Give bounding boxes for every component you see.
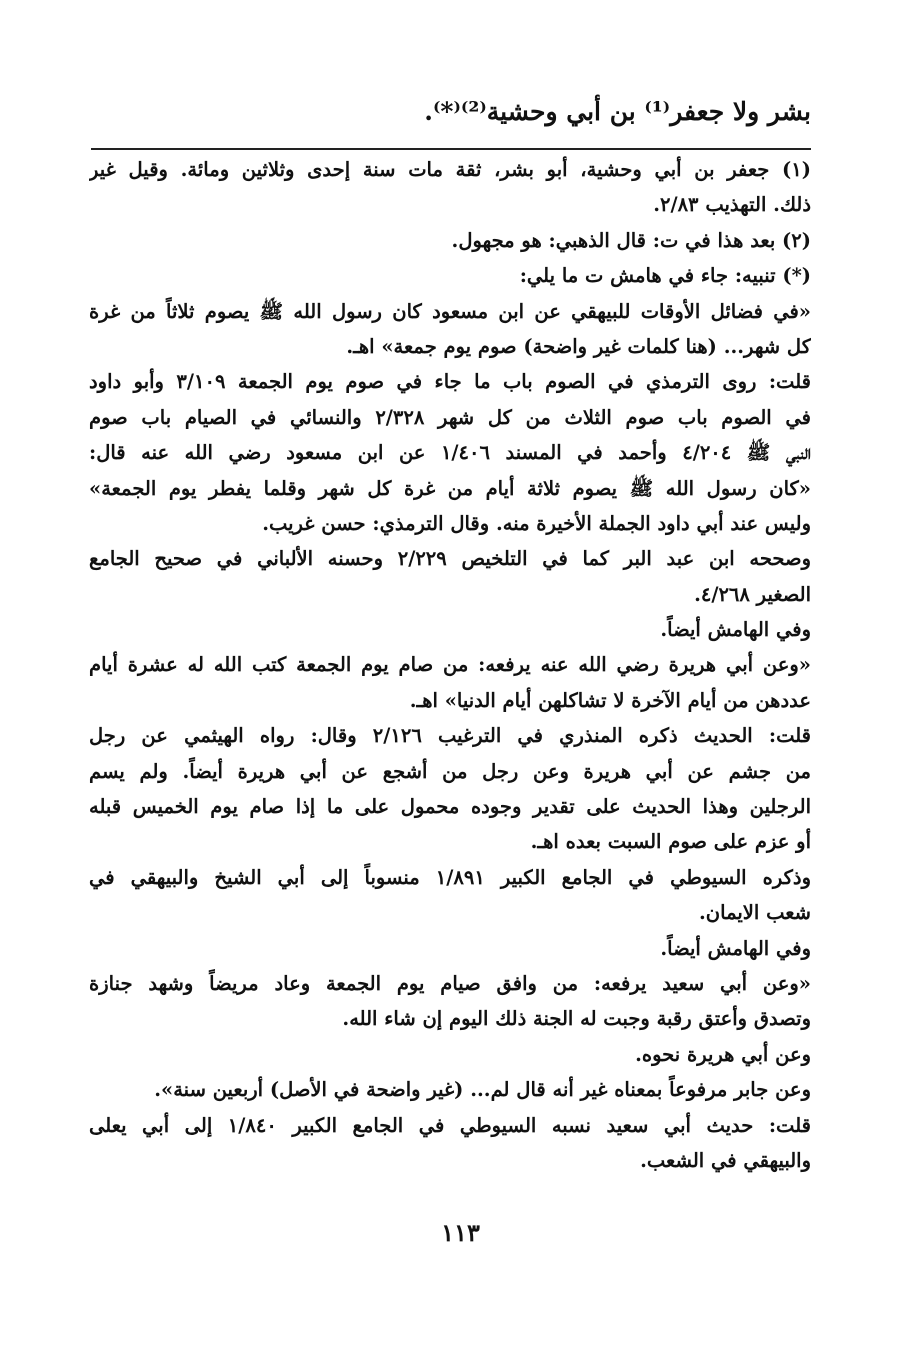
footnote-line: وليس عند أبي داود الجملة الأخيرة منه. وقال الترمذي: حسن غريب. (262, 511, 811, 535)
footnote-line: (٢) بعد هذا في ت: قال الذهبي: هو مجهول. (451, 228, 811, 252)
footnote-line: عددهن من أيام الآخرة لا تشاكلهن أيام الدنيا» اهـ. (409, 688, 811, 712)
footnote-line: «وعن أبي هريرة رضي الله عنه يرفعه: من صام يوم الجمعة كتب الله له عشرة أيام (89, 653, 811, 677)
footnote-line: وفي الهامش أيضاً. (660, 936, 811, 960)
page-number: ١١٣ (441, 1218, 480, 1247)
footnote-line: قلت: روى الترمذي في الصوم باب ما جاء في صوم يوم الجمعة ٣/١٠٩ وأبو داود (89, 370, 811, 394)
footnotes (89, 152, 811, 1178)
footnote-line: أو عزم على صوم السبت بعده اهـ. (530, 830, 811, 854)
footnote-line: وفي الهامش أيضاً. (660, 618, 811, 642)
footnote-line: «وعن أبي سعيد يرفعه: من وافق صيام يوم الجمعة وعاد مريضاً وشهد جنازة (89, 971, 811, 995)
footnote-line: وعن أبي هريرة نحوه. (635, 1042, 811, 1066)
footnote-line: وعن جابر مرفوعاً بمعناه غير أنه قال لم... (غير واضحة في الأصل) أربعين سنة». (154, 1078, 811, 1102)
footnote-line: في الصوم باب صوم الثلاث من كل شهر ٢/٣٢٨ والنسائي في الصيام باب صوم (89, 405, 811, 429)
main-text: بشر ولا جعفر⁽¹⁾ بن أبي وحشية⁽²⁾⁽*⁾. (424, 97, 811, 126)
footnote-line: الصغير ٤/٢٦٨. (694, 582, 811, 606)
footnote-line: وتصدق وأعتق رقبة وجبت له الجنة ذلك اليوم إن شاء الله. (342, 1007, 811, 1031)
footnote-line: كل شهر... (هنا كلمات غير واضحة) صوم يوم جمعة» اهـ. (346, 334, 811, 358)
footnote-separator (91, 148, 811, 150)
footnote-line: «كان رسول الله ﷺ يصوم ثلاثة أيام من غرة كل شهر وقلما يفطر يوم الجمعة» (89, 476, 811, 500)
footnote-line: النبي ﷺ ٤/٢٠٤ وأحمد في المسند ١/٤٠٦ عن ابن مسعود رضي الله عنه قال: (89, 441, 811, 465)
footnote-line: شعب الايمان. (699, 901, 811, 925)
footnote-line: (١) جعفر بن أبي وحشية، أبو بشر، ثقة مات سنة إحدى وثلاثين ومائة. وقيل غير (89, 158, 811, 181)
footnote-line: «في فضائل الأوقات للبيهقي عن ابن مسعود كان رسول الله ﷺ يصوم ثلاثاً من غرة (89, 299, 811, 323)
footnote-line: من جشم عن أبي هريرة وعن رجل من أشجع عن أبي هريرة أيضاً. ولم يسم (89, 759, 811, 783)
footnote-line: وذكره السيوطي في الجامع الكبير ١/٨٩١ منسوباً إلى أبي الشيخ والبيهقي في (89, 865, 811, 889)
footnote-line: ذلك. التهذيب ٢/٨٣. (653, 193, 811, 217)
footnote-line: الرجلين وهذا الحديث على تقدير وجوده محمول على ما إذا صام يوم الخميس قبله (89, 795, 811, 819)
footnote-line: وصححه ابن عبد البر كما في التلخيص ٢/٢٢٩ وحسنه الألباني في صحيح الجامع (89, 547, 811, 571)
footnote-line: قلت: حديث أبي سعيد نسبه السيوطي في الجامع الكبير ١/٨٤٠ إلى أبي يعلى (89, 1113, 811, 1137)
footnote-line: والبيهقي في الشعب. (640, 1148, 811, 1172)
footnote-line: (*) تنبيه: جاء في هامش ت ما يلي: (519, 264, 811, 288)
footnote-line: قلت: الحديث ذكره المنذري في الترغيب ٢/١٢٦ وقال: رواه الهيثمي عن رجل (89, 724, 811, 748)
